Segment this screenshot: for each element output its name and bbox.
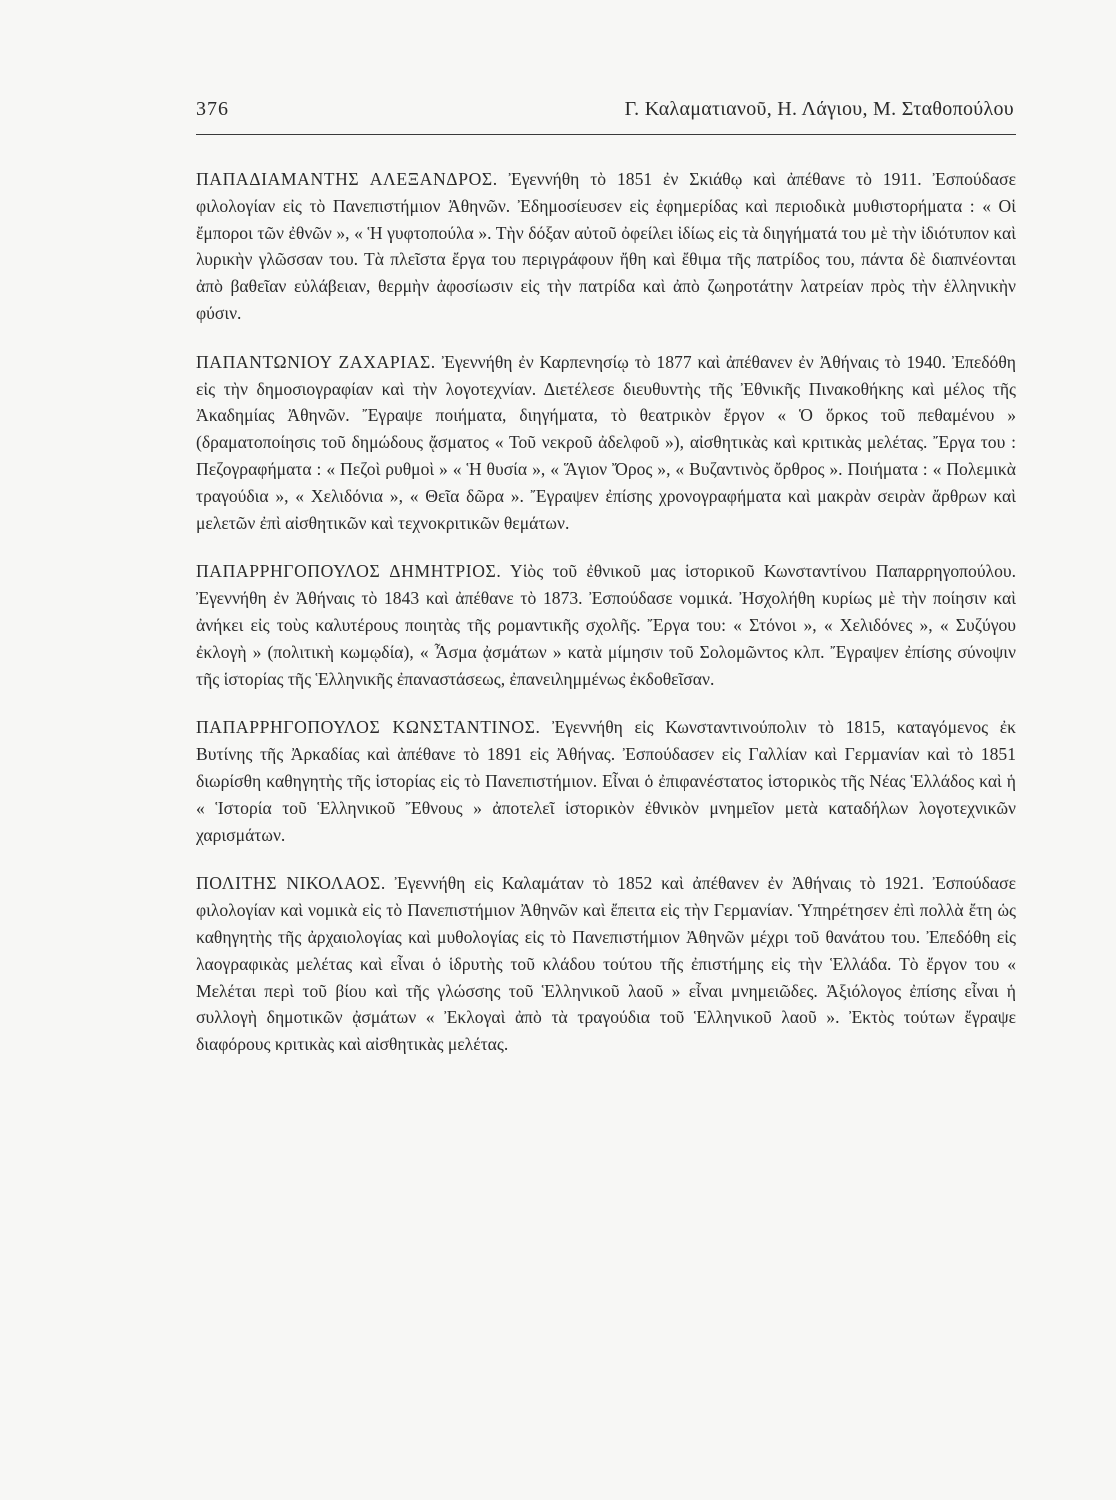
entry-text: Υἱὸς τοῦ ἐθνικοῦ μας ἱστορικοῦ Κωνσταντίνου Παπαρρηγοπούλου. Ἐγεννήθη ἐν Ἀθήναις τὸ 1843 καὶ ἀπέθανε τὸ 1873. Ἐσπούδασε νομικά. Ἠσχολήθη κυρίως μὲ τὴν ποίησιν καὶ ἀνήκει εἰς τοὺς καλυτέρους ποιητὰς τῆς ρομαντικῆς σχολῆς. Ἔργα του: « Στόνοι », « Χελιδόνες », « Συζύγου ἐκλογὴ » (πολιτικὴ κωμῳδία), « Ἆσμα ᾀσμάτων » κατὰ μίμησιν τοῦ Σολομῶντος κλπ. Ἔγραψεν ἐπίσης σύνοψιν τῆς ἱστορίας τῆς Ἑλληνικῆς ἐπαναστάσεως, ἐπανειλημμένως ἐκδοθεῖσαν. (196, 561, 1016, 689)
biography-entries (196, 166, 1016, 1080)
entry-politis-nikolaos (196, 870, 1016, 1058)
entry-text: Ἐγεννήθη εἰς Καλαμάταν τὸ 1852 καὶ ἀπέθανεν ἐν Ἀθήναις τὸ 1921. Ἐσπούδασε φιλολογίαν καὶ νομικὰ εἰς τὸ Πανεπιστήμιον Ἀθηνῶν καὶ ἔπειτα εἰς τὴν Γερμανίαν. Ὑπηρέτησεν ἐπὶ πολλὰ ἔτη ὡς καθηγητὴς τῆς ἀρχαιολογίας καὶ μυθολογίας εἰς τὸ Πανεπιστήμιον Ἀθηνῶν μέχρι τοῦ θανάτου του. Ἐπεδόθη εἰς λαογραφικὰς μελέτας καὶ εἶναι ὁ ἱδρυτὴς τοῦ κλάδου τούτου τῆς ἐπιστήμης εἰς τὴν Ἑλλάδα. Τὸ ἔργον του « Μελέται περὶ τοῦ βίου καὶ τῆς γλώσσης τοῦ Ἑλληνικοῦ λαοῦ » εἶναι μνημειῶδες. Ἀξιόλογος ἐπίσης εἶναι ἡ συλλογὴ δημοτικῶν ᾀσμάτων « Ἐκλογαὶ ἀπὸ τὰ τραγούδια τοῦ Ἑλληνικοῦ λαοῦ ». Ἐκτὸς τούτων ἔγραψε διαφόρους κριτικὰς καὶ αἰσθητικὰς μελέτας. (196, 873, 1017, 1055)
entry-name: ΠΑΠΑΡΡΗΓΟΠΟΥΛΟΣ ΔΗΜΗΤΡΙΟΣ. (196, 561, 502, 582)
entry-paparrigopoulos-dimitrios (196, 558, 1016, 692)
page-header (196, 92, 1016, 135)
entry-name: ΠΑΠΑΝΤΩΝΙΟΥ ΖΑΧΑΡΙΑΣ. (196, 351, 436, 372)
entry-name: ΠΑΠΑΔΙΑΜΑΝΤΗΣ ΑΛΕΞΑΝΔΡΟΣ. (196, 169, 498, 189)
page-number: 376 (196, 98, 229, 120)
running-head: Γ. Καλαματιανοῦ, Η. Λάγιου, Μ. Σταθοπούλου (624, 98, 1014, 120)
entry-text: Ἐγεννήθη εἰς Κωνσταντινούπολιν τὸ 1815, καταγόμενος ἐκ Βυτίνης τῆς Ἀρκαδίας καὶ ἀπέθανε τὸ 1891 εἰς Ἀθήνας. Ἐσπούδασεν εἰς Γαλλίαν καὶ Γερμανίαν καὶ τὸ 1851 διωρίσθη καθηγητὴς τῆς ἱστορίας εἰς τὸ Πανεπιστήμιον. Εἶναι ὁ ἐπιφανέστατος ἱστορικὸς τῆς Νέας Ἑλλάδος καὶ ἡ « Ἱστορία τοῦ Ἑλληνικοῦ Ἔθνους » ἀποτελεῖ ἱστορικὸν ἐθνικὸν μνημεῖον μετὰ καταδήλων λογοτεχνικῶν χαρισμάτων. (196, 717, 1016, 845)
entry-text: Ἐγεννήθη ἐν Καρπενησίῳ τὸ 1877 καὶ ἀπέθανεν ἐν Ἀθήναις τὸ 1940. Ἐπεδόθη εἰς τὴν δημοσιογραφίαν καὶ τὴν λογοτεχνίαν. Διετέλεσε διευθυντὴς τῆς Ἐθνικῆς Πινακοθήκης καὶ μέλος τῆς Ἀκαδημίας Ἀθηνῶν. Ἔγραψε ποιήματα, διηγήματα, τὸ θεατρικὸν ἔργον « Ὁ ὅρκος τοῦ πεθαμένου » (δραματοποίησις τοῦ δημώδους ᾄσματος « Τοῦ νεκροῦ ἀδελφοῦ »), αἰσθητικὰς καὶ κριτικὰς μελέτας. Ἔργα του : Πεζογραφήματα : « Πεζοὶ ρυθμοὶ » « Ἡ θυσία », « Ἅγιον Ὄρος », « Βυζαντινὸς ὄρθρος ». Ποιήματα : « Πολεμικὰ τραγούδια », « Χελιδόνια », « Θεῖα δῶρα ». Ἔγραψεν ἐπίσης χρονογραφήματα καὶ μακρὰν σειρὰν ἄρθρων καὶ μελετῶν ἐπὶ αἰσθητικῶν καὶ τεχνοκριτικῶν θεμάτων. (196, 351, 1016, 533)
entry-paparrigopoulos-konstantinos (196, 714, 1016, 848)
entry-name: ΠΟΛΙΤΗΣ ΝΙΚΟΛΑΟΣ. (196, 873, 386, 894)
entry-text: Ἐγεννήθη τὸ 1851 ἐν Σκιάθῳ καὶ ἀπέθανε τὸ 1911. Ἐσπούδασε φιλολογίαν εἰς τὸ Πανεπιστήμιον Ἀθηνῶν. Ἐδημοσίευσεν εἰς ἐφημερίδας καὶ περιοδικὰ μυθιστορήματα : « Οἱ ἔμποροι τῶν ἐθνῶν », « Ἡ γυφτοπούλα ». Τὴν δόξαν αὐτοῦ ὀφείλει ἰδίως εἰς τὰ διηγήματά του μὲ τὴν ἰδιότυπον καὶ λυρικὴν γλῶσσαν του. Τὰ πλεῖστα ἔργα του περιγράφουν ἤθη καὶ ἔθιμα τῆς πατρίδος του, πάντα δὲ διαπνέονται ἀπὸ βαθεῖαν εὐλάβειαν, θερμὴν ἀφοσίωσιν εἰς τὴν πατρίδα καὶ ἀπὸ ζωηροτάτην λατρείαν πρὸς τὴν ἑλληνικὴν φύσιν. (196, 169, 1016, 323)
entry-papantoniou-zacharias (196, 349, 1016, 537)
entry-papadiamantis-alexandros (196, 166, 1016, 327)
entry-name: ΠΑΠΑΡΡΗΓΟΠΟΥΛΟΣ ΚΩΝΣΤΑΝΤΙΝΟΣ. (196, 717, 541, 738)
